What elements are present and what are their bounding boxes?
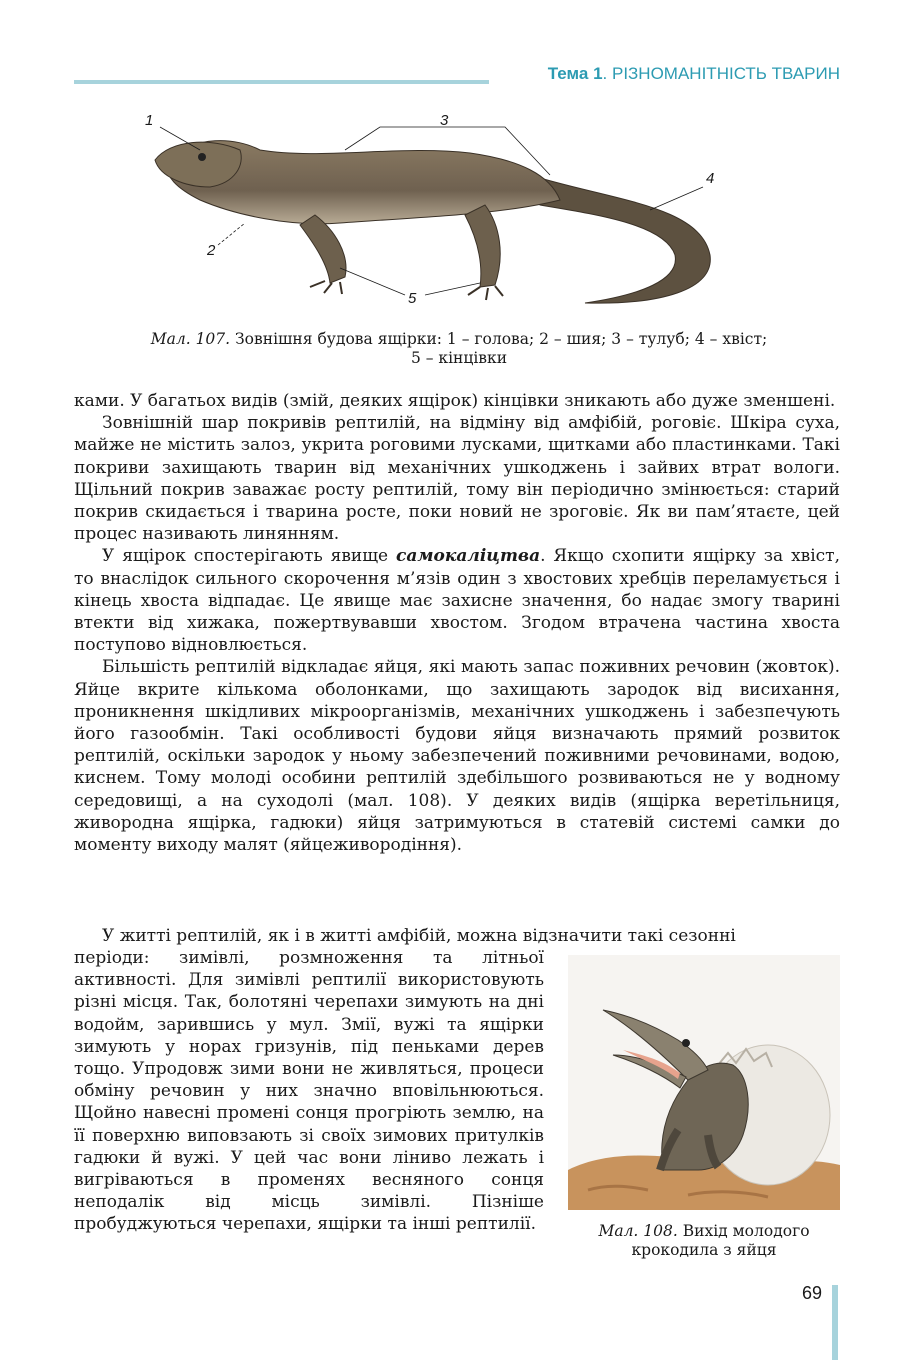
paragraph-autotomy: У ящірок спостерігають явище самокаліцтва. Якщо схопити ящірку за хвіст, то внаслідок сильного скорочення м’язів один з хвостових хребців переламується і кінець хвоста відпадає. Це явище має захисне значення, бо надає змогу тварині втекти від хижака, пожертвувавши хвостом. Згодом втрачена частина хвоста поступово відновлюється. [74,546,840,656]
callout-1: 1 [145,112,154,129]
figure-107-caption [74,330,844,368]
seasonal-text [74,925,840,947]
callout-4: 4 [706,170,715,187]
caption-label: Мал. 107. [150,330,231,348]
page-edge-bar [832,1285,838,1360]
caption-text-line2: 5 – кінцівки [410,349,508,367]
callout-3: 3 [440,112,449,129]
callout-5: 5 [408,290,417,307]
header-rule [74,80,489,84]
running-header [495,64,840,84]
caption-text: Вихід молодого крокодила з яйця [631,1222,810,1259]
main-text [74,390,840,856]
lizard-illustration [140,105,740,320]
paragraph-skin: Зовнішній шар покривів рептилій, на відміну від амфібій, роговіє. Шкіра суха, майже не містить залоз, укрита роговими лусками, щитками або пластинками. Такі покриви захищають тварин від механічних ушкоджень і зайвих втрат вологи. Щільний покрив заважає росту рептилій, тому він періодично змінюється: старий покрив скидається і тварина росте, поки новий не зроговіє. Як ви пам’ятаєте, цей процес називають линянням. [74,413,840,545]
term-autotomy: самокаліцтва [396,546,541,567]
seasonal-text-column [74,947,544,1236]
paragraph-seasons-first-line: У житті рептилій, як і в житті амфібій, можна відзначити такі сезонні [102,926,736,946]
callout-2: 2 [207,242,216,259]
figure-108-caption [568,1222,840,1260]
caption-text: Зовнішня будова ящірки: 1 – голова; 2 – шия; 3 – тулуб; 4 – хвіст; [230,330,768,348]
caption-label: Мал. 108. [598,1222,678,1240]
crocodile-hatching-photo [568,955,840,1210]
paragraph-eggs: Більшість рептилій відкладає яйця, які мають запас поживних речовин (жовток). Яйце вкрите кількома оболонками, що захищають зародок від висихання, проникнення шкідливих мікроорганізмів, механічних ушкоджень і забезпечують його газообмін. Такі особливості будови яйця визначають прямий розвиток рептилій, оскільки зародок у ньому забезпечений поживними речовинами, водою, киснем. Тому молоді особини рептилій здебільшого розвиваються не у водному середовищі, а на суходолі (мал. 108). У деяких видів (ящірка веретільниця, живородна ящірка, гадюки) яйця затримуються в статевій системі самки до моменту виходу малят (яйцеживородіння). [74,657,840,856]
topic-label: Тема 1 [547,64,603,83]
topic-title: . РІЗНОМАНІТНІСТЬ ТВАРИН [602,64,840,83]
paragraph-seasons-rest: періоди: зимівлі, розмноження та літньої активності. Для зимівлі рептилії використовують різні місця. Так, болотяні черепахи зимують на дні водойм, зарившись у мул. Змії, вужі та ящірки зимують у норах гризунів, під пеньками дерев тощо. Упродовж зими вони не живляться, процеси обміну речовин у них значно вповільнюються. Щойно навесні промені сонця прогріють землю, на її поверхню виповзають зі своїх зимових притулків гадюки й вужі. У цей час вони ліниво лежать і вигріваються в променях весняного сонця неподалік від місць зимівлі. Пізніше пробуджуються черепахи, ящірки та інші рептилії. [74,948,544,1235]
page-number: 69 [802,1283,823,1303]
paragraph-continuation: ками. У багатьох видів (змій, деяких ящірок) кінцівки зникають або дуже зменшені. [74,391,836,411]
